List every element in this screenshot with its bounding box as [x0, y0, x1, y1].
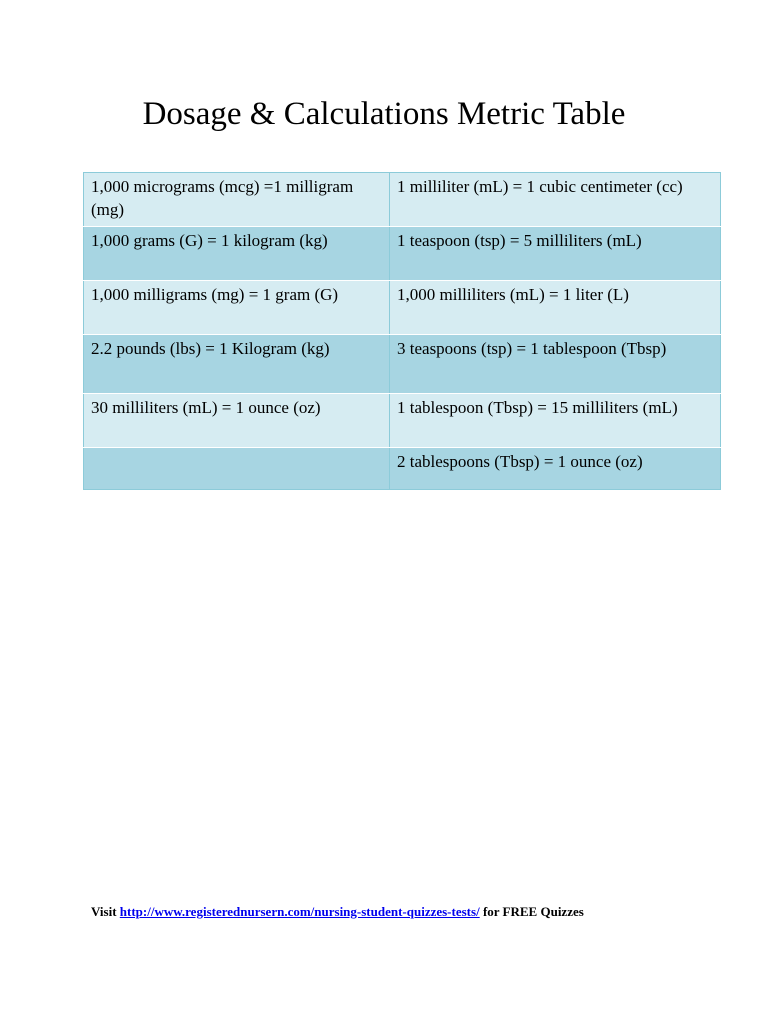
footer-prefix: Visit: [91, 904, 120, 919]
table-cell-right: 2 tablespoons (Tbsp) = 1 ounce (oz): [390, 448, 721, 490]
table-row: [84, 448, 721, 490]
table-cell-left: 2.2 pounds (lbs) = 1 Kilogram (kg): [84, 335, 390, 394]
table-row: [84, 335, 721, 394]
footer-suffix: for FREE Quizzes: [479, 904, 584, 919]
table-cell-left: [84, 448, 390, 490]
table-cell-right: 1 tablespoon (Tbsp) = 15 milliliters (mL): [390, 394, 721, 448]
table-cell-left: 30 milliliters (mL) = 1 ounce (oz): [84, 394, 390, 448]
table-cell-right: 3 teaspoons (tsp) = 1 tablespoon (Tbsp): [390, 335, 721, 394]
table-cell-right: 1 milliliter (mL) = 1 cubic centimeter (cc): [390, 173, 721, 227]
table-cell-left: 1,000 milligrams (mg) = 1 gram (G): [84, 281, 390, 335]
footer-note: [91, 903, 584, 921]
table-cell-left: 1,000 grams (G) = 1 kilogram (kg): [84, 227, 390, 281]
table-cell-right: 1,000 milliliters (mL) = 1 liter (L): [390, 281, 721, 335]
metric-table: [83, 172, 721, 490]
table-cell-right: 1 teaspoon (tsp) = 5 milliliters (mL): [390, 227, 721, 281]
table-row: [84, 394, 721, 448]
table-row: [84, 227, 721, 281]
page-title: Dosage & Calculations Metric Table: [142, 96, 626, 132]
quizzes-link[interactable]: http://www.registerednursern.com/nursing-student-quizzes-tests/: [119, 904, 480, 919]
table-row: [84, 173, 721, 227]
table-cell-left: 1,000 micrograms (mcg) =1 milligram (mg): [84, 173, 390, 227]
table-row: [84, 281, 721, 335]
